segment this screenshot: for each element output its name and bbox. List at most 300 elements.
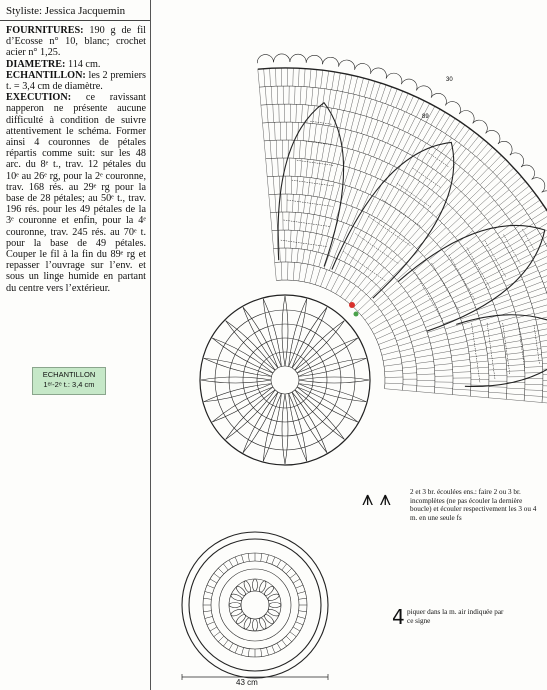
stitch-tick bbox=[413, 260, 427, 272]
stitch-tick bbox=[275, 262, 277, 280]
doily-petal bbox=[263, 613, 275, 625]
doily-tick bbox=[214, 632, 220, 637]
doily-tick bbox=[272, 557, 275, 564]
stitch-tick bbox=[464, 156, 476, 170]
stitch-tick bbox=[362, 280, 371, 291]
stitch-tick bbox=[353, 230, 361, 246]
doily-tick bbox=[293, 579, 300, 583]
stitch-tick bbox=[423, 125, 432, 141]
stitch-tick bbox=[519, 191, 533, 202]
scallop bbox=[386, 73, 402, 84]
stitch-tick bbox=[451, 353, 469, 356]
stitch-tick bbox=[417, 392, 435, 394]
stitch-tick bbox=[411, 336, 428, 341]
petal-row bbox=[485, 241, 506, 277]
stitch-tick bbox=[327, 144, 331, 162]
stitch-tick bbox=[471, 367, 489, 368]
stitch-tick bbox=[389, 234, 400, 248]
stitch-tick bbox=[508, 177, 522, 189]
doily-tick bbox=[207, 622, 214, 625]
stitch-tick bbox=[331, 201, 336, 218]
stitch-tick bbox=[478, 261, 494, 270]
stitch-tick bbox=[470, 361, 488, 363]
stitch-tick bbox=[274, 249, 275, 263]
motif-spoke bbox=[299, 377, 369, 380]
stitch-tick bbox=[469, 349, 487, 352]
doily-petal bbox=[235, 585, 247, 597]
stitch-tick bbox=[324, 107, 327, 125]
stitch-tick bbox=[384, 364, 402, 366]
stitch-tick bbox=[317, 88, 319, 106]
decrease-symbol-icon: ⩚ ⩚ bbox=[362, 486, 391, 510]
stitch-tick bbox=[509, 244, 525, 253]
stitch-tick bbox=[499, 263, 515, 271]
stitch-tick bbox=[311, 142, 313, 160]
doily-tick bbox=[235, 646, 238, 653]
stitch-tick bbox=[512, 296, 529, 302]
stitch-tick bbox=[377, 122, 384, 139]
petal-row bbox=[310, 121, 332, 124]
stitch-tick bbox=[327, 219, 332, 236]
stitch-tick bbox=[273, 176, 274, 194]
row-arc bbox=[266, 158, 507, 399]
doily-tick bbox=[261, 649, 262, 657]
motif-spoke bbox=[299, 358, 367, 376]
stitch-tick bbox=[304, 264, 308, 282]
stitch-tick bbox=[263, 123, 265, 141]
stitch-tick bbox=[385, 166, 393, 182]
stitch-tick bbox=[457, 302, 474, 309]
stitch-tick bbox=[480, 266, 496, 275]
stitch-tick bbox=[340, 110, 344, 128]
petal-row bbox=[487, 323, 495, 379]
stitch-tick bbox=[301, 159, 302, 177]
stitch-tick bbox=[270, 141, 271, 159]
doily-tick bbox=[229, 560, 233, 567]
stitch-tick bbox=[395, 172, 404, 188]
doily-tick bbox=[229, 643, 233, 650]
instructions-column bbox=[0, 0, 151, 690]
scallop bbox=[323, 57, 339, 66]
stitch-tick bbox=[537, 260, 547, 267]
stitch-tick bbox=[464, 132, 475, 146]
stitch-tick bbox=[469, 187, 482, 200]
stitch-tick bbox=[520, 265, 536, 273]
stitch-tick bbox=[259, 87, 261, 105]
stitch-tick bbox=[525, 395, 543, 396]
stitch-tick bbox=[324, 237, 329, 254]
stitch-tick bbox=[305, 141, 307, 159]
stitch-tick bbox=[297, 249, 299, 263]
stitch-tick bbox=[448, 246, 462, 257]
stitch-tick bbox=[542, 403, 547, 405]
motif-spoke bbox=[226, 390, 275, 439]
stitch-tick bbox=[360, 154, 366, 171]
stitch-tick bbox=[408, 117, 416, 133]
stitch-tick bbox=[512, 181, 526, 192]
stitch-tick bbox=[435, 376, 453, 377]
scallop bbox=[510, 153, 524, 167]
stitch-tick bbox=[377, 103, 383, 120]
stitch-tick bbox=[401, 354, 415, 357]
stitch-tick bbox=[360, 174, 367, 191]
doily-tick bbox=[282, 564, 287, 570]
stitch-tick bbox=[361, 97, 366, 114]
stitch-tick bbox=[528, 287, 545, 293]
stitch-tick bbox=[471, 391, 489, 392]
motif-spoke bbox=[263, 394, 281, 462]
stitch-tick bbox=[336, 278, 345, 294]
stitch-tick bbox=[439, 306, 456, 313]
stitch-tick bbox=[385, 187, 394, 203]
stitch-tick bbox=[301, 105, 302, 123]
stitch-tick bbox=[383, 357, 401, 361]
motif-spoke bbox=[263, 394, 281, 462]
stitch-tick bbox=[345, 112, 349, 130]
stitch-tick bbox=[265, 87, 266, 105]
stitch-tick bbox=[298, 68, 299, 86]
stitch-tick bbox=[535, 255, 547, 263]
stitch-tick bbox=[535, 310, 547, 315]
stitch-tick bbox=[380, 85, 386, 102]
stitch-tick bbox=[455, 296, 471, 303]
scallop bbox=[498, 141, 512, 155]
stitch-tick bbox=[334, 164, 338, 181]
stitch-tick bbox=[525, 390, 543, 391]
stitch-tick bbox=[472, 218, 486, 229]
stitch-tick bbox=[433, 227, 446, 239]
stitch-tick bbox=[523, 349, 541, 351]
petal-row bbox=[292, 180, 334, 186]
stitch-tick bbox=[494, 252, 510, 261]
stitch-tick bbox=[403, 373, 417, 374]
stitch-tick bbox=[525, 367, 543, 368]
petal-row bbox=[415, 272, 444, 322]
stitch-tick bbox=[374, 140, 381, 157]
stitch-tick bbox=[381, 206, 390, 221]
motif-spoke bbox=[285, 394, 288, 464]
stitch-tick bbox=[507, 394, 525, 395]
stitch-tick bbox=[368, 138, 374, 155]
stitch-tick bbox=[424, 245, 438, 257]
stitch-tick bbox=[468, 160, 480, 174]
stitch-tick bbox=[261, 105, 263, 123]
stitch-tick bbox=[377, 202, 386, 218]
stitch-tick bbox=[296, 231, 298, 249]
stitch-tick bbox=[407, 137, 416, 153]
stitch-tick bbox=[387, 127, 394, 144]
motif-spoke bbox=[295, 390, 344, 439]
stitch-tick bbox=[452, 395, 470, 397]
stitch-tick bbox=[488, 363, 506, 364]
stitch-tick bbox=[429, 333, 446, 338]
stitch-tick bbox=[258, 69, 260, 87]
stitch-tick bbox=[349, 249, 358, 265]
stitch-tick bbox=[435, 370, 453, 371]
stitch-tick bbox=[457, 200, 470, 213]
stitch-tick bbox=[401, 93, 408, 110]
stitch-tick bbox=[435, 295, 451, 303]
stitch-tick bbox=[321, 70, 323, 88]
diametre-paragraph bbox=[6, 59, 146, 70]
doily-petal bbox=[235, 613, 247, 625]
doily-tick bbox=[203, 611, 211, 612]
stitch-tick bbox=[466, 183, 479, 196]
stitch-tick bbox=[375, 161, 382, 178]
stitch-tick bbox=[291, 176, 292, 194]
stitch-tick bbox=[307, 232, 310, 250]
stitch-tick bbox=[453, 196, 466, 209]
motif-spoke bbox=[289, 394, 307, 462]
stitch-tick bbox=[521, 331, 539, 334]
stitch-tick bbox=[416, 361, 434, 363]
stitch-tick bbox=[328, 90, 331, 108]
motif-spoke bbox=[282, 394, 285, 464]
doily-tick bbox=[210, 579, 217, 583]
stitch-tick bbox=[269, 195, 271, 213]
motif-ring bbox=[243, 338, 327, 422]
stitch-tick bbox=[302, 177, 304, 195]
stitch-tick bbox=[389, 259, 402, 272]
stitch-tick bbox=[468, 282, 484, 290]
motif-spoke bbox=[201, 380, 271, 383]
doily-petal bbox=[263, 585, 275, 597]
stitch-tick bbox=[276, 68, 277, 86]
stitch-tick bbox=[447, 280, 463, 289]
stitch-tick bbox=[470, 287, 486, 295]
petal-row bbox=[343, 251, 386, 281]
stitch-tick bbox=[304, 69, 305, 87]
stitch-tick bbox=[487, 345, 505, 348]
stitch-tick bbox=[416, 298, 432, 307]
stitch-tick bbox=[531, 298, 547, 303]
motif-spoke bbox=[295, 321, 344, 370]
stitch-tick bbox=[355, 171, 361, 188]
stitch-tick bbox=[483, 327, 500, 331]
doily-tick bbox=[261, 553, 262, 561]
stitch-tick bbox=[389, 148, 397, 164]
stitch-tick bbox=[384, 308, 396, 316]
motif-spoke bbox=[204, 384, 272, 402]
stitch-tick bbox=[330, 182, 334, 200]
stitch-tick bbox=[444, 274, 459, 283]
stitch-tick bbox=[408, 324, 425, 331]
stitch-tick bbox=[448, 335, 466, 339]
stitch-tick bbox=[371, 320, 387, 329]
stitch-tick bbox=[482, 321, 499, 326]
stitch-tick bbox=[484, 333, 502, 337]
stitch-tick bbox=[365, 156, 371, 173]
stitch-tick bbox=[386, 87, 392, 104]
stitch-tick bbox=[269, 123, 270, 141]
motif-spoke bbox=[295, 390, 344, 439]
stitch-tick bbox=[350, 94, 354, 112]
stitch-tick bbox=[353, 132, 358, 149]
stitch-tick bbox=[410, 330, 427, 336]
stitch-tick bbox=[313, 233, 317, 251]
stitch-tick bbox=[342, 129, 346, 147]
center-motif bbox=[200, 295, 370, 465]
stitch-tick bbox=[314, 197, 317, 215]
stitch-tick bbox=[432, 345, 450, 349]
doily-petal bbox=[253, 579, 258, 591]
stitch-tick bbox=[541, 271, 547, 278]
stitch-tick bbox=[351, 189, 357, 206]
stitch-tick bbox=[358, 134, 364, 151]
stitch-tick bbox=[372, 101, 378, 118]
stitch-tick bbox=[485, 151, 497, 164]
scallop bbox=[416, 86, 432, 98]
doily-tick bbox=[223, 564, 228, 570]
stitch-tick bbox=[484, 176, 497, 188]
stitch-tick bbox=[341, 205, 347, 222]
doily-tick bbox=[242, 555, 244, 563]
stitch-tick bbox=[403, 385, 417, 386]
stitch-tick bbox=[476, 168, 488, 181]
stitch-tick bbox=[499, 317, 516, 322]
stitch-tick bbox=[423, 315, 440, 322]
stitch-tick bbox=[310, 69, 312, 87]
stitch-tick bbox=[470, 396, 488, 398]
stitch-tick bbox=[398, 342, 411, 346]
stitch-tick bbox=[505, 346, 523, 349]
stitch-tick bbox=[447, 330, 464, 335]
stitch-tick bbox=[524, 355, 542, 357]
stitch-tick bbox=[313, 106, 315, 124]
scallop bbox=[473, 120, 488, 133]
stitch-tick bbox=[404, 223, 416, 237]
motif-spoke bbox=[285, 296, 288, 366]
petal-row bbox=[534, 325, 540, 364]
stitch-tick bbox=[417, 386, 435, 387]
stitch-tick bbox=[427, 128, 436, 143]
small-doily-diagram bbox=[182, 532, 328, 680]
stitch-tick bbox=[338, 147, 342, 164]
stitch-tick bbox=[272, 231, 274, 249]
stitch-tick bbox=[387, 314, 399, 321]
stitch-tick bbox=[382, 124, 389, 141]
stitch-tick bbox=[436, 156, 447, 171]
stitch-tick bbox=[346, 207, 353, 224]
petal-row bbox=[467, 247, 491, 289]
motif-spoke bbox=[204, 358, 272, 376]
stitch-tick bbox=[489, 155, 502, 168]
stitch-tick bbox=[334, 241, 341, 258]
stitch-tick bbox=[343, 74, 347, 92]
petal-row bbox=[504, 235, 521, 264]
stitch-tick bbox=[300, 86, 301, 104]
stitch-tick bbox=[413, 342, 430, 347]
stitch-tick bbox=[464, 209, 477, 221]
stitch-tick bbox=[380, 276, 393, 289]
stitch-tick bbox=[543, 363, 547, 364]
stitch-tick bbox=[496, 305, 513, 311]
motif-spoke bbox=[299, 380, 369, 383]
stitch-tick bbox=[417, 265, 431, 276]
stitch-tick bbox=[277, 86, 278, 104]
stitch-tick bbox=[311, 215, 314, 233]
stitch-tick bbox=[413, 119, 421, 135]
stitch-tick bbox=[464, 325, 481, 330]
stitch-tick bbox=[356, 192, 363, 209]
stitch-tick bbox=[408, 203, 419, 217]
stitch-tick bbox=[370, 289, 380, 299]
stitch-tick bbox=[392, 109, 399, 126]
row-arc bbox=[259, 86, 547, 406]
execution-label: EXECUTION: bbox=[6, 92, 72, 104]
stitch-tick bbox=[445, 324, 462, 330]
stitch-tick bbox=[331, 275, 339, 291]
stitch-tick bbox=[484, 205, 498, 217]
doily-tick bbox=[296, 622, 303, 625]
scallop bbox=[339, 60, 355, 70]
stitch-tick bbox=[501, 168, 514, 180]
stitch-tick bbox=[275, 194, 276, 212]
stitch-tick bbox=[344, 168, 349, 185]
stitch-tick bbox=[374, 326, 390, 334]
stitch-tick bbox=[299, 141, 300, 159]
stitch-tick bbox=[459, 152, 470, 166]
stitch-tick bbox=[350, 169, 356, 186]
doily-petal bbox=[229, 603, 241, 608]
stitch-tick bbox=[366, 217, 375, 233]
stitch-tick bbox=[355, 96, 360, 113]
stitch-tick bbox=[403, 313, 419, 321]
stitch-tick bbox=[302, 231, 304, 249]
stitch-tick bbox=[348, 75, 352, 93]
stitch-tick bbox=[489, 369, 507, 370]
stitch-tick bbox=[488, 181, 501, 193]
stitch-tick bbox=[524, 401, 542, 403]
stitch-tick bbox=[483, 272, 499, 280]
stitch-tick bbox=[460, 266, 475, 275]
stitch-tick bbox=[507, 239, 522, 248]
stitch-tick bbox=[264, 69, 265, 87]
stitch-tick bbox=[406, 96, 413, 112]
stitch-tick bbox=[387, 107, 394, 124]
stitch-tick bbox=[318, 235, 323, 252]
petal-row bbox=[432, 263, 460, 311]
stitch-tick bbox=[487, 351, 505, 353]
motif-spoke bbox=[289, 299, 307, 367]
stitch-tick bbox=[412, 140, 421, 156]
stitch-tick bbox=[411, 98, 419, 114]
stitch-tick bbox=[393, 129, 401, 145]
stitch-tick bbox=[543, 368, 547, 369]
doily-tick bbox=[248, 649, 249, 657]
petal-row bbox=[287, 200, 333, 206]
stitch-tick bbox=[292, 122, 293, 140]
doily-tick bbox=[272, 646, 275, 653]
motif-spoke bbox=[226, 321, 275, 370]
stitch-tick bbox=[392, 325, 405, 331]
row-label-89: 89 bbox=[422, 114, 429, 120]
doily-tick bbox=[203, 598, 211, 599]
doily-tick bbox=[290, 573, 296, 578]
fournitures-label: FOURNITURES: bbox=[6, 25, 84, 36]
sample-box bbox=[32, 367, 106, 395]
stitch-tick bbox=[502, 329, 520, 333]
motif-spoke bbox=[263, 299, 281, 367]
stitch-tick bbox=[348, 228, 356, 244]
stitch-tick bbox=[354, 77, 358, 95]
stitch-tick bbox=[397, 268, 410, 280]
stitch-tick bbox=[313, 252, 316, 266]
stitch-tick bbox=[300, 213, 302, 231]
doily-tick bbox=[290, 632, 296, 637]
scallop bbox=[257, 55, 273, 64]
stitch-tick bbox=[402, 367, 416, 369]
